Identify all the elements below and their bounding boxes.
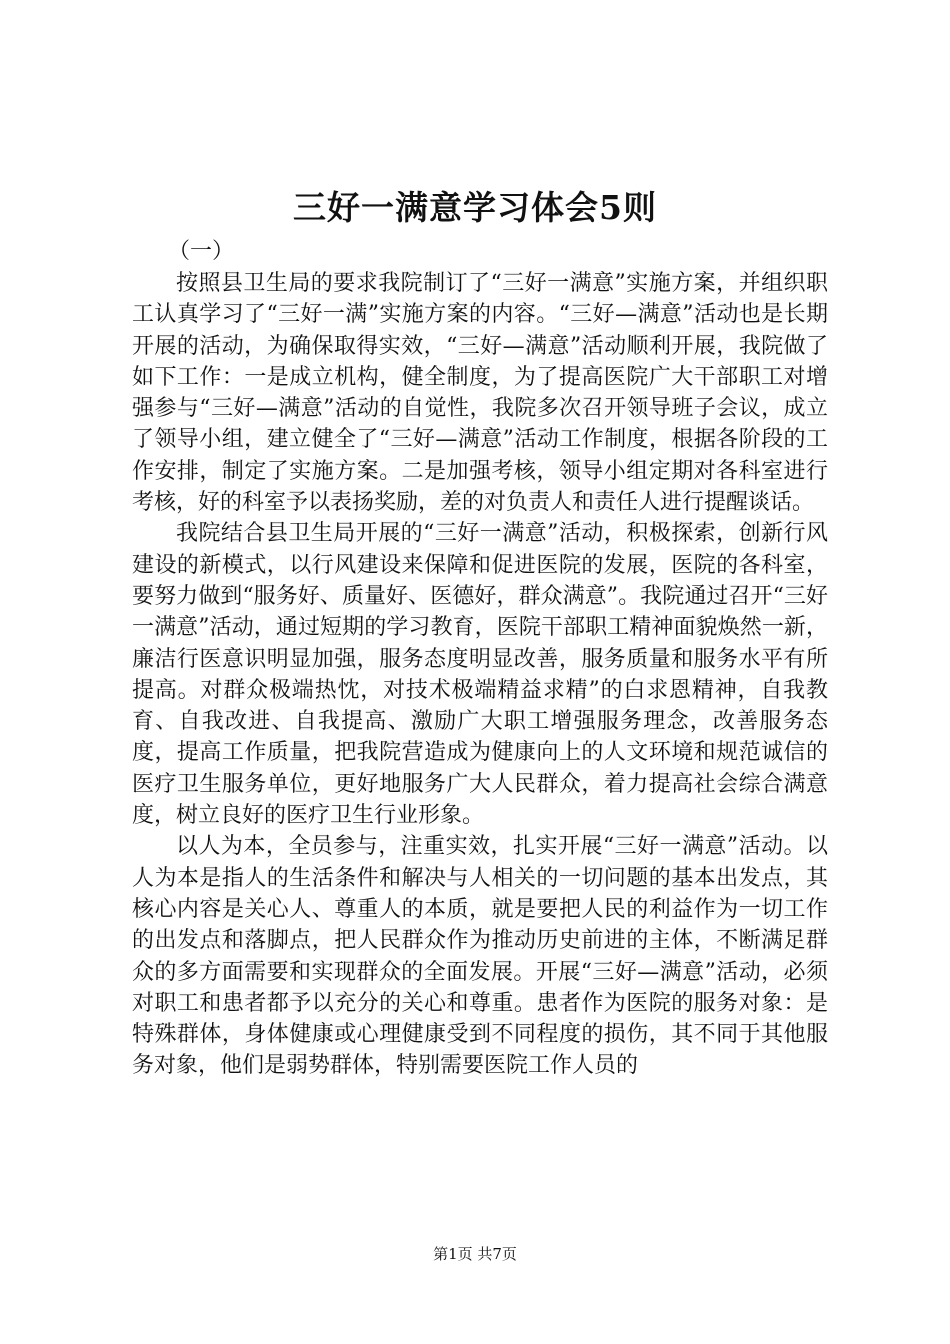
section-label: （一） xyxy=(168,239,235,264)
document-title: 三好一满意学习体会5则 xyxy=(293,188,657,227)
page-footer: 第1页 共7页 xyxy=(433,1245,517,1263)
document-body xyxy=(132,268,828,1082)
paragraph-2: 我院结合县卫生局开展的“三好一满意”活动，积极探索，创新行风建设的新模式，以行风建设来保障和促进医院的发展，医院的各科室，要努力做到“服务好、质量好、医德好，群众满意”。我院通过召开“三好一满意”活动，通过短期的学习教育，医院干部职工精神面貌焕然一新，廉洁行医意识明显加强，服务态度明显改善，服务质量和服务水平有所提高。对群众极端热忱，对技术极端精益求精”的白求恩精神，自我教育、自我改进、自我提高、激励广大职工增强服务理念，改善服务态度，提高工作质量，把我院营造成为健康向上的人文环境和规范诚信的医疗卫生服务单位，更好地服务广大人民群众，着力提高社会综合满意度，树立良好的医疗卫生行业形象。 xyxy=(132,521,828,829)
paragraph-1: 按照县卫生局的要求我院制订了“三好一满意”实施方案，并组织职工认真学习了“三好一满”实施方案的内容。“三好—满意”活动也是长期开展的活动，为确保取得实效，“三好—满意”活动顺利开展，我院做了如下工作：一是成立机构，健全制度，为了提高医院广大干部职工对增强参与“三好—满意”活动的自觉性，我院多次召开领导班子会议，成立了领导小组，建立健全了“三好—满意”活动工作制度，根据各阶段的工作安排，制定了实施方案。二是加强考核，领导小组定期对各科室进行考核，好的科室予以表扬奖励，差的对负责人和责任人进行提醒谈话。 xyxy=(132,271,828,516)
paragraph-3: 以人为本，全员参与，注重实效，扎实开展“三好一满意”活动。以人为本是指人的生活条件和解决与人相关的一切问题的基本出发点，其核心内容是关心人、尊重人的本质，就是要把人民的利益作为一切工作的出发点和落脚点，把人民群众作为推动历史前进的主体，不断满足群众的多方面需要和实现群众的全面发展。开展“三好—满意”活动，必须对职工和患者都予以充分的关心和尊重。患者作为医院的服务对象：是特殊群体，身体健康或心理健康受到不同程度的损伤，其不同于其他服务对象，他们是弱势群体，特别需要医院工作人员的 xyxy=(132,834,828,1079)
